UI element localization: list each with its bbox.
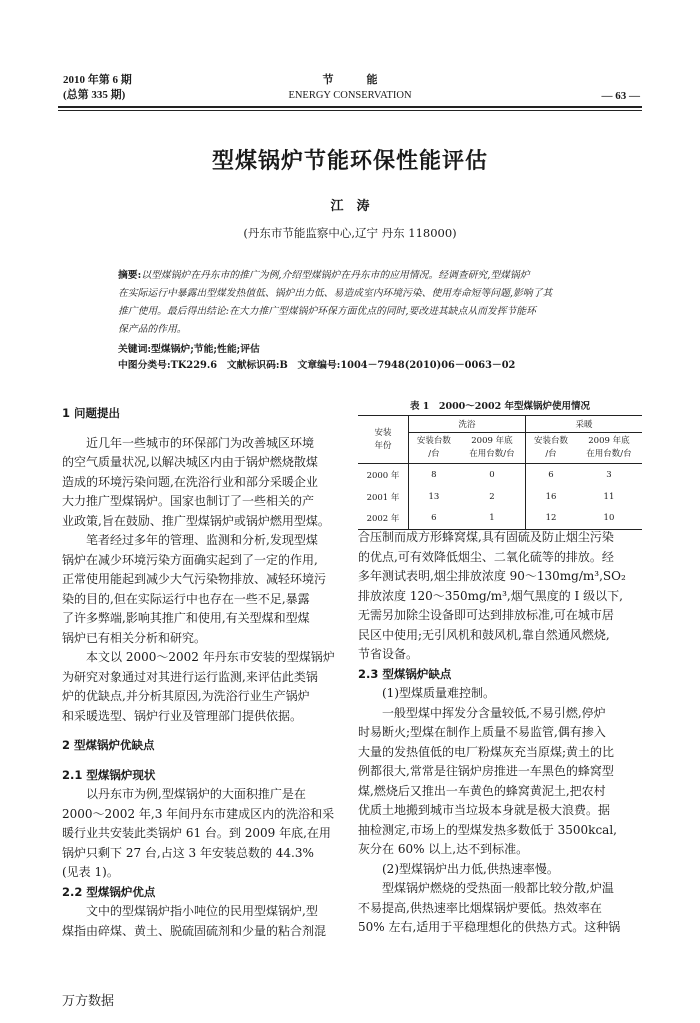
group-header-heating: 采暖 <box>526 416 642 433</box>
journal-name-en: ENERGY CONSERVATION <box>288 90 412 101</box>
abstract-line: 推广使用。最后得出结论:在大力推广型煤锅炉环保方面优点的同时,要改进其缺点从而发挥节能环 <box>118 306 536 317</box>
list-item: (2)型煤锅炉出力低,供热速率慢。 <box>382 861 559 876</box>
subheader-remain: 2009 年底 在用台数/台 <box>576 433 642 464</box>
author: 江 涛 <box>330 199 370 214</box>
paragraph: 近几年一些城市的环保部门为改善城区环境 的空气质量状况,以解决城区内由于锅炉燃烧散煤 造成的环境污染问题,在洗浴行业和部分采暖企业 大力推广型煤锅炉。国家也制订了一些相关的产 业政策,旨在鼓励、推广型煤锅炉或锅炉燃用型煤。 <box>62 435 330 528</box>
table-row: 2000 年 8 0 6 3 <box>358 464 642 486</box>
abstract-line: 摘要:以型煤锅炉在丹东市的推广为例,介绍型煤锅炉在丹东市的应用情况。经调查研究,型煤锅炉 <box>118 270 530 281</box>
usage-table <box>358 415 642 530</box>
subheader-remain: 2009 年底 在用台数/台 <box>459 433 526 464</box>
section-2-3-heading: 2.3 型煤锅炉缺点 <box>358 666 452 681</box>
section-2-1-heading: 2.1 型煤锅炉现状 <box>62 767 156 782</box>
classification-line: 中图分类号:TK229.6 文献标识码:B 文章编号:1004－7948(2010)06－0063－02 <box>118 360 516 371</box>
paragraph: 文中的型煤锅炉指小吨位的民用型煤锅炉,型 煤指由碎煤、黄土、脱硫固硫剂和少量的粘合剂混 <box>62 904 327 938</box>
left-column <box>62 404 346 941</box>
paragraph: 笔者经过多年的管理、监测和分析,发现型煤 锅炉在减少环境污染方面确实起到了一定的作用, 正常使用能起到减少大气污染物排放、减轻环境污 染的目的,但在实际运行中也存在一些不足,暴露 了许多弊端,影响其推广和使用,有关型煤和型煤 锅炉已有相关分析和研究。 <box>62 533 327 645</box>
affiliation: (丹东市节能监察中心,辽宁 丹东 118000) <box>243 226 457 240</box>
section-2-2-heading: 2.2 型煤锅炉优点 <box>62 884 156 899</box>
header-rule-thin <box>58 110 642 111</box>
group-header-bath: 洗浴 <box>409 416 526 433</box>
paragraph: 型煤锅炉燃烧的受热面一般都比较分散,炉温 不易提高,供热速率比烟煤锅炉要低。热效率在 50% 左右,适用于平稳理想化的供热方式。这种锅 <box>358 881 621 934</box>
paragraph: 一般型煤中挥发分含量较低,不易引燃,停炉 时易断火;型煤在制作上质量不易监管,偶有掺入 大量的发热值低的电厂粉煤灰充当原煤;黄土的比 例都很大,常常是往锅炉房推进一车黑色的蜂窝型 煤,燃烧后又推出一车黄色的蜂窝黄泥土,把农村 优质土地搬到城市当垃圾本身就是极大浪费。据 抽检测定,市场上的型煤发热多数低于 3500kcal, 灰分在 60% 以上,达不到标准。 <box>358 705 617 856</box>
table-corner: 安装 年份 <box>358 416 409 464</box>
page-number: — 63 — <box>601 90 640 102</box>
paragraph: 以丹东市为例,型煤锅炉的大面积推广是在 2000～2002 年,3 年间丹东市建成区内的洗浴和采 暖行业共安装此类锅炉 61 台。到 2009 年底,在用 锅炉只剩下 27 台,占这 3 年安装总数的 44.3% (见表 1)。 <box>62 787 335 879</box>
watermark-text: 万方数据 <box>62 994 115 1009</box>
keywords: 关键词:型煤锅炉;节能;性能;评估 <box>118 344 260 355</box>
paragraph: 本文以 2000～2002 年丹东市安装的型煤锅炉 为研究对象通过对其进行运行监测,来评估此类锅 炉的优缺点,并分析其原因,为洗浴行业生产锅炉 和采暖选型、锅炉行业及管理部门提供依据。 <box>62 650 335 723</box>
journal-name-cn: 节 能 <box>322 74 378 86</box>
header-rule-thick <box>58 106 642 108</box>
table-row: 2001 年 13 2 16 11 <box>358 486 642 508</box>
list-item: (1)型煤质量难控制。 <box>382 686 495 700</box>
paragraph: 合压制而成方形蜂窝煤,具有固硫及防止烟尘污染 的优点,可有效降低烟尘、二氧化硫等的排放。经 多年测试表明,烟尘排放浓度 90～130mg/m³,SO₂ 排放浓度 120～350mg/m³,烟气黑度的 I 级以下, 无需另加除尘设备即可达到排放标准,可在城市居 民区中使用;无引风机和鼓风机,靠自然通风燃烧, 节省设备。 <box>358 530 626 661</box>
abstract-line: 保产品的作用。 <box>118 324 187 335</box>
section-2-heading: 2 型煤锅炉优缺点 <box>62 738 155 752</box>
subheader-install: 安装台数 /台 <box>526 433 576 464</box>
subheader-install: 安装台数 /台 <box>409 433 459 464</box>
abstract-label: 摘要: <box>118 270 142 281</box>
table-row: 2002 年 6 1 12 10 <box>358 508 642 530</box>
issue-total: (总第 335 期) <box>63 89 126 101</box>
article-title: 型煤锅炉节能环保性能评估 <box>211 149 488 174</box>
abstract <box>118 267 588 339</box>
table-caption: 表 1 2000～2002 年型煤锅炉使用情况 <box>409 401 591 412</box>
right-column <box>358 528 642 938</box>
issue-year: 2010 年第 6 期 <box>63 74 132 86</box>
abstract-line: 在实际运行中暴露出型煤发热值低、锅炉出力低、易造成室内环境污染、使用寿命短等问题,影响了其 <box>118 288 553 299</box>
journal-name <box>0 73 700 103</box>
section-1-heading: 1 问题提出 <box>62 406 121 420</box>
